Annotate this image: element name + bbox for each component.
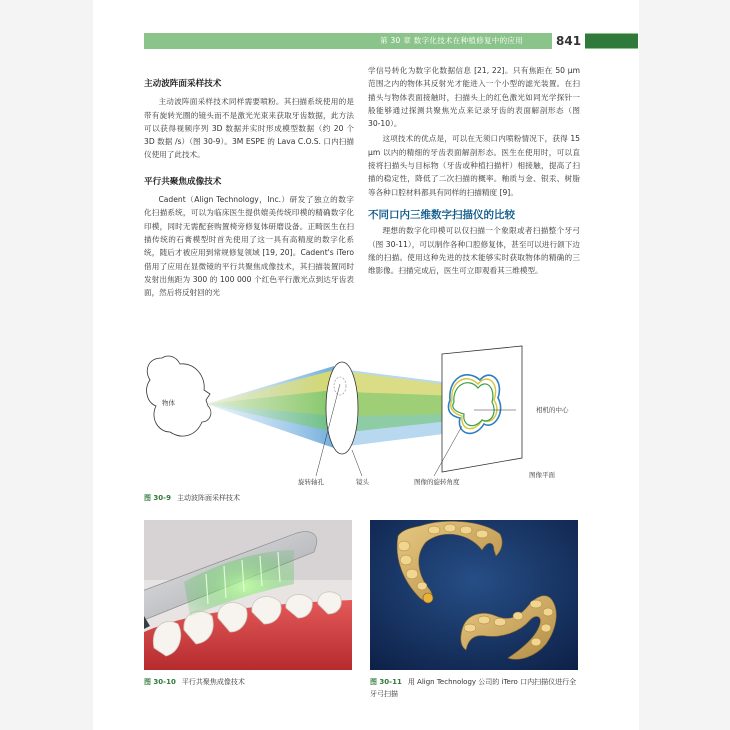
caption-figure-30-11 [370, 676, 580, 700]
figure-30-11-photo [370, 520, 578, 670]
section-heading-confocal: 平行共聚焦成像技术 [144, 176, 222, 187]
left-column [144, 78, 354, 299]
label-lens: 镜头 [356, 478, 369, 486]
right-column [368, 64, 580, 277]
label-camera-center: 相机的中心 [536, 406, 569, 414]
paragraph-wavefront: 主动波阵面采样技术同样需要喷粉。其扫描系统使用的是带有旋转光圈的镜头而不是激光光束来获取牙齿数据，此方法可以获得视频序列 3D 数据并实时形成模型数据（约 20 个 3D 数据 /s）（图 30-9）。3M ESPE 的 Lava C.O.S. 口内扫描仪使用了此技术。 [144, 97, 354, 160]
paragraph-comparison: 理想的数字化印模可以仅扫描一个象限或者扫描整个牙弓（图 30-11），可以制作各种口腔修复体，甚至可以进行颌下边缘的扫描。使用这种先进的技术能够实时获取物体的精确的三维影像。扫描完成后，医生可立即观看其三维模型。 [368, 226, 580, 276]
caption-number: 图 30-11 [370, 678, 402, 686]
paragraph-advantages: 这项技术的优点是，可以在无须口内喷粉情况下，获得 15 μm 以内的精细的牙齿表面解剖形态。医生在使用时，可以直接将扫描头与目标物（牙齿或种植扫描杆）相接触，提高了扫描的稳定性，降低了二次扫描的概率。釉质与金、银汞、树脂等各种口腔材料都具有同样的扫描精度 [9]。 [368, 134, 580, 197]
caption-figure-30-10 [144, 676, 352, 688]
implant-marker [423, 593, 433, 603]
label-object: 物体 [162, 399, 175, 407]
caption-text: 主动波阵面采样技术 [176, 494, 240, 502]
page-number: 841 [552, 33, 585, 49]
label-rotation-angle: 图像的旋转角度 [414, 478, 460, 486]
paragraph-confocal: Cadent（Align Technology，Inc.）研发了独立的数字化扫描系统，可以为临床医生提供媲美传统印模的精确数字化印模，同时无需配套购置椅旁修复体研磨设备。正畸医生在扫描传统的石膏模型时首先使用了这一具有高精度的数字化系统，随后才被应用到常规修复领域 [19, 20]。Cadent's iTero 借用了应用在显微镜的平行共聚焦成像技术，其扫描装置同时发射出焦距为 300 的 100 000 个红色平行激光点到达牙齿表面，然后将反射回的光 [144, 195, 354, 298]
label-image-plane: 图像平面 [529, 471, 555, 479]
section-heading-comparison: 不同口内三维数字扫描仪的比较 [368, 208, 515, 221]
caption-text: 用 Align Technology 公司的 iTero 口内扫描仪进行全牙弓扫描 [370, 678, 577, 698]
caption-number: 图 30-9 [144, 494, 171, 502]
object-outline [147, 356, 211, 436]
caption-number: 图 30-10 [144, 678, 176, 686]
figure-30-9-diagram [144, 340, 564, 490]
paragraph-filter: 学信号转化为数字化数据信息 [21, 22]。只有焦距在 50 μm 范围之内的物体其反射光才能进入一个小型的滤光装置。在扫描头与物体表面接触时，扫描头上的红色激光如同光学探针一般能够通过探测共聚焦光点来记录牙齿的表面解剖形态（图 30-10）。 [368, 66, 580, 129]
label-rotating-aperture: 旋转轴孔 [298, 478, 324, 486]
lens-shape [326, 362, 358, 454]
caption-figure-30-9 [144, 492, 544, 504]
section-heading-wavefront: 主动波阵面采样技术 [144, 79, 222, 89]
chapter-title: 第 30 章 数字化技术在种植修复中的应用 [380, 36, 523, 45]
caption-text: 平行共聚焦成像技术 [181, 678, 245, 686]
figure-30-10-photo [144, 520, 352, 670]
